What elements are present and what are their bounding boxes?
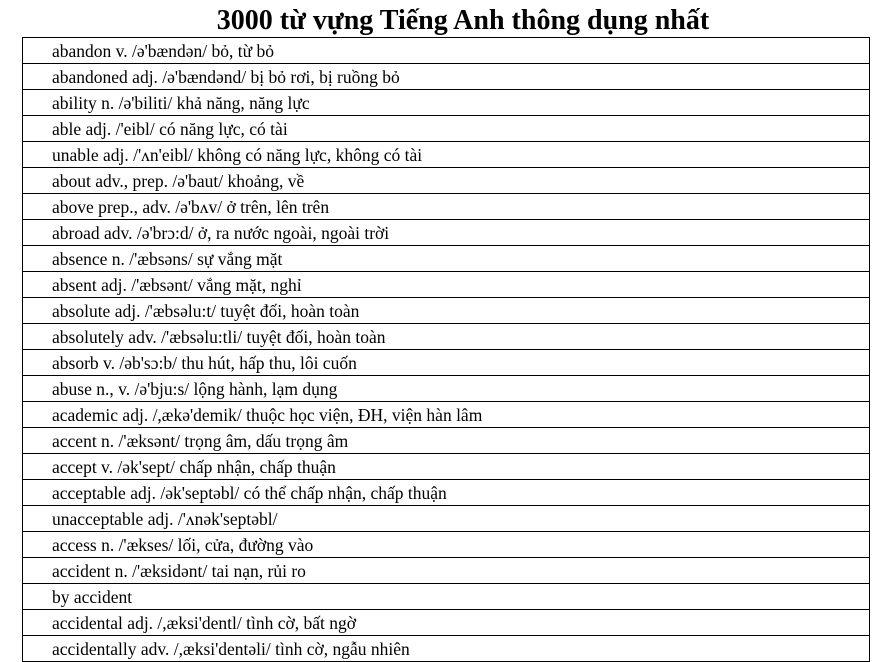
table-row: abuse n., v. /ə'bju:s/ lộng hành, lạm dụng [23, 376, 869, 402]
document-title: 3000 từ vựng Tiếng Anh thông dụng nhất [216, 5, 710, 36]
table-row: access n. /'ækses/ lối, cửa, đường vào [23, 532, 869, 558]
table-row: academic adj. /,ækə'demik/ thuộc học viện, ĐH, viện hàn lâm [23, 402, 869, 428]
table-row: accent n. /'æksənt/ trọng âm, dấu trọng âm [23, 428, 869, 454]
table-row: absolute adj. /'æbsəlu:t/ tuyệt đối, hoàn toàn [23, 298, 869, 324]
table-row: accept v. /ək'sept/ chấp nhận, chấp thuận [23, 454, 869, 480]
table-row: by accident [23, 584, 869, 610]
table-row: absence n. /'æbsəns/ sự vắng mặt [23, 246, 869, 272]
table-row: unacceptable adj. /'ʌnək'septəbl/ [23, 506, 869, 532]
vocabulary-table [22, 37, 870, 662]
table-row: accidentally adv. /,æksi'dentəli/ tình cờ, ngẫu nhiên [23, 636, 869, 662]
table-row: absorb v. /əb'sɔ:b/ thu hút, hấp thu, lôi cuốn [23, 350, 869, 376]
table-row: acceptable adj. /ək'septəbl/ có thể chấp nhận, chấp thuận [23, 480, 869, 506]
table-row: ability n. /ə'biliti/ khả năng, năng lực [23, 90, 869, 116]
table-row: absolutely adv. /'æbsəlu:tli/ tuyệt đối, hoàn toàn [23, 324, 869, 350]
table-row: unable adj. /'ʌn'eibl/ không có năng lực, không có tài [23, 142, 869, 168]
table-row: abroad adv. /ə'brɔ:d/ ở, ra nước ngoài, ngoài trời [23, 220, 869, 246]
table-row: accidental adj. /,æksi'dentl/ tình cờ, bất ngờ [23, 610, 869, 636]
table-row: absent adj. /'æbsənt/ vắng mặt, nghỉ [23, 272, 869, 298]
table-row: abandon v. /ə'bændən/ bỏ, từ bỏ [23, 38, 869, 64]
table-row: above prep., adv. /ə'bʌv/ ở trên, lên trên [23, 194, 869, 220]
table-row: abandoned adj. /ə'bændənd/ bị bỏ rơi, bị ruồng bỏ [23, 64, 869, 90]
table-row: able adj. /'eibl/ có năng lực, có tài [23, 116, 869, 142]
table-row: accident n. /'æksidənt/ tai nạn, rủi ro [23, 558, 869, 584]
table-row: about adv., prep. /ə'baut/ khoảng, về [23, 168, 869, 194]
